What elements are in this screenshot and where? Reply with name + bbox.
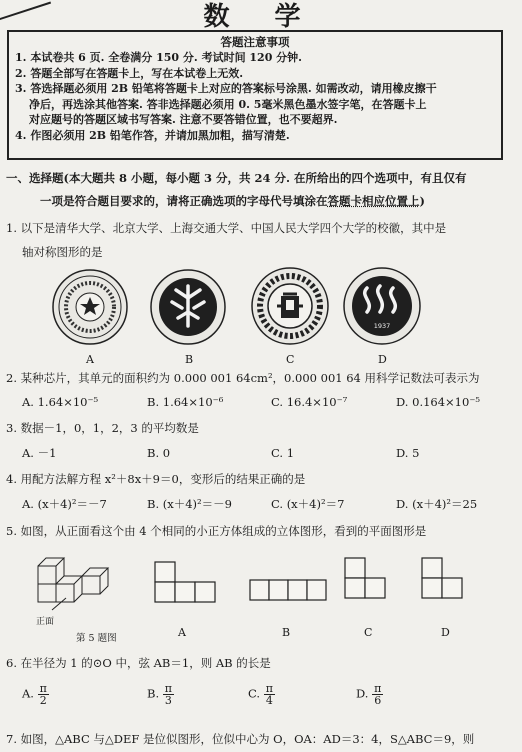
option: C. 16.4×10⁻⁷ <box>271 395 348 409</box>
view-option-b <box>248 576 330 604</box>
notice-item: 净后，再选涂其他答案. 答非选择题必须用 0. 5毫米黑色墨水签字笔，在答题卡上 <box>29 97 427 111</box>
fraction-denominator: 3 <box>164 694 172 707</box>
section-text: ) <box>419 194 425 208</box>
question-5-stem: 5. 如图，从正面看这个由 4 个相同的小正方体组成的立体图形，看到的平面图形是 <box>6 524 427 538</box>
ruc-emblem-icon <box>341 266 423 346</box>
option <box>22 683 49 706</box>
peking-emblem-icon <box>148 268 228 346</box>
question-4-stem: 4. 用配方法解方程 x²＋8x＋9＝0，变形后的结果正确的是 <box>6 472 306 486</box>
option-label: A <box>178 626 186 639</box>
fraction-numerator: π <box>164 682 172 695</box>
tsinghua-emblem-icon <box>50 268 130 346</box>
option <box>356 683 383 706</box>
fraction <box>163 683 174 706</box>
section-text: 一项是符合题目要求的，请将正确选项的字母代号填涂在 <box>40 194 328 208</box>
fraction-numerator: π <box>265 682 273 695</box>
option: D. 5 <box>396 446 420 460</box>
fraction-numerator: π <box>374 682 382 695</box>
figure-caption: 第 5 题图 <box>76 633 117 644</box>
notice-item: 1. 本试卷共 6 页. 全卷满分 150 分. 考试时间 120 分钟. <box>15 51 303 64</box>
option <box>248 683 275 706</box>
option-label: A <box>86 353 94 366</box>
option: C. 1 <box>271 446 295 460</box>
option-label: B <box>282 626 291 639</box>
fraction <box>38 683 49 706</box>
section-heading-cont <box>40 193 425 210</box>
question-7-stem: 7. 如图，△ABC 与△DEF 是位似图形，位似中心为 O，OA：AD＝3：4，S△ABC＝9，则 <box>6 732 475 746</box>
option-letter: B. <box>147 686 160 701</box>
view-option-d <box>419 554 469 608</box>
option-label: B <box>185 353 194 366</box>
notice-item: 4. 作图必须用 2B 铅笔作答，并请加黑加粗，描写清楚. <box>15 128 290 142</box>
option-label: C <box>286 353 295 366</box>
question-6-stem: 6. 在半径为 1 的⊙O 中，弦 AB＝1，则 AB 的长是 <box>6 656 271 670</box>
question-2-stem: 2. 某种芯片，其单元的面积约为 0.000 001 64cm²，0.000 001 64 用科学记数法可表示为 <box>6 371 480 385</box>
fraction-denominator: 6 <box>374 694 382 707</box>
option: D. (x＋4)²＝25 <box>396 497 478 511</box>
option-label: C <box>364 626 373 639</box>
option: D. 0.164×10⁻⁵ <box>396 395 480 409</box>
page-title: 数 学 <box>203 2 319 32</box>
question-3-stem: 3. 数据－1，0，1，2，3 的平均数是 <box>6 421 199 435</box>
option: A. (x＋4)²＝－7 <box>22 497 107 511</box>
sjtu-emblem-icon <box>249 266 331 346</box>
fraction <box>264 683 275 706</box>
question-1-stem-cont: 轴对称图形的是 <box>22 245 103 259</box>
section-emphasis: 答题卡相应位置上 <box>327 194 420 208</box>
fraction-numerator: π <box>39 682 47 695</box>
option: C. (x＋4)²＝7 <box>271 497 345 511</box>
section-heading: 一、选择题(本大题共 8 小题，每小题 3 分，共 24 分. 在所给出的四个选项中，有且仅有 <box>6 171 467 185</box>
view-option-a <box>152 556 218 608</box>
option: B. (x＋4)²＝－9 <box>147 497 232 511</box>
fraction-denominator: 2 <box>39 694 47 707</box>
option-letter: A. <box>22 686 34 701</box>
front-label: 正面 <box>36 617 55 627</box>
question-1-stem: 1. 以下是清华大学、北京大学、上海交通大学、中国人民大学四个大学的校徽，其中是 <box>6 221 447 235</box>
badge-year: 1937 <box>373 322 391 330</box>
option: B. 0 <box>147 446 171 460</box>
notice-item: 2. 答题全部写在答题卡上，写在本试卷上无效. <box>15 66 244 80</box>
option-letter: C. <box>248 686 261 701</box>
notice-item: 3. 答选择题必须用 2B 铅笔将答题卡上对应的答案标号涂黑. 如需改动，请用橡皮擦干 <box>15 82 437 95</box>
option-letter: D. <box>356 686 369 701</box>
fraction-denominator: 4 <box>265 694 273 707</box>
notice-item: 对应题号的答题区域书写答案. 注意不要答错位置，也不要超界. <box>29 113 338 126</box>
cube-solid-figure <box>30 548 114 618</box>
notice-title: 答题注意事项 <box>220 35 290 49</box>
view-option-c <box>342 554 390 608</box>
option: A. 1.64×10⁻⁵ <box>22 395 99 409</box>
option: B. 1.64×10⁻⁶ <box>147 395 224 409</box>
fraction <box>372 683 383 706</box>
option-label: D <box>441 626 450 639</box>
option-label: D <box>378 353 387 366</box>
notice-box <box>7 30 503 160</box>
option <box>147 683 174 706</box>
option: A. －1 <box>22 446 57 460</box>
